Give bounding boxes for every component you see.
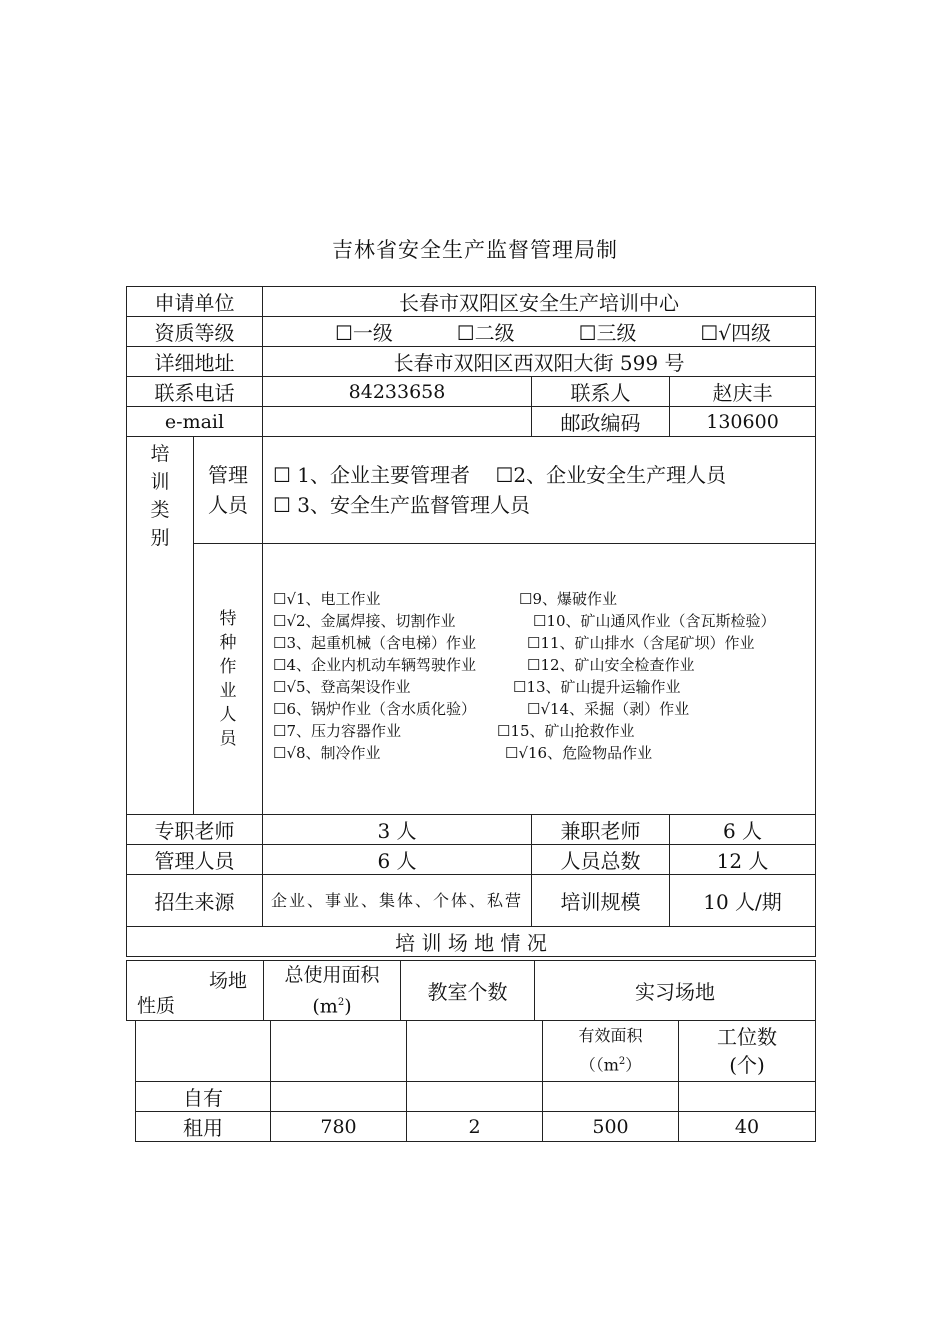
enrollment-source-label: 招生来源 (127, 875, 263, 927)
parttime-teachers-label: 兼职老师 (532, 815, 670, 845)
category-char: 培 (150, 442, 170, 465)
parttime-teachers-value[interactable]: 6 人 (670, 815, 816, 845)
venue-section-title: 培 训 场 地 情 况 (127, 927, 816, 957)
training-category-label (127, 437, 194, 815)
special-item[interactable]: ☐7、压力容器作业 (273, 722, 401, 740)
special-item[interactable]: ☐15、矿山抢救作业 (497, 722, 635, 740)
practice-site-header: 实习场地 (535, 961, 816, 1021)
special-item[interactable]: ☐12、矿山安全检查作业 (527, 656, 695, 674)
venue-type-cell: 租用 (136, 1112, 271, 1142)
email-label: e-mail (127, 407, 263, 437)
grade-option-3[interactable]: ☐三级 (578, 321, 637, 345)
table-row (136, 1112, 816, 1142)
special-item[interactable]: ☐6、锅炉作业（含水质化验） (273, 700, 476, 718)
total-area-cell[interactable]: 780 (271, 1112, 407, 1142)
special-item[interactable]: ☐3、起重机械（含电梯）作业 (273, 634, 476, 652)
special-char: 员 (219, 729, 237, 749)
enrollment-source-value[interactable]: 企业、事业、集体、个体、私营 (263, 875, 532, 927)
total-area-header (264, 961, 401, 1021)
managers-options (263, 437, 816, 544)
special-operations-list (263, 544, 816, 815)
effective-area-cell[interactable]: 500 (543, 1112, 679, 1142)
effective-area-cell[interactable] (543, 1082, 679, 1112)
special-item[interactable]: ☐√8、制冷作业 (273, 744, 381, 762)
phone-label: 联系电话 (127, 377, 263, 407)
effective-area-label: 有效面积 (578, 1026, 643, 1046)
corner-bottom-label: 性质 (137, 994, 176, 1017)
managers-option-line[interactable]: ☐ 1、企业主要管理者 ☐2、企业安全生产理人员 (273, 463, 727, 487)
empty-cell (271, 1021, 407, 1082)
managers-label-line: 管理 (208, 463, 248, 487)
table-row (136, 1082, 816, 1112)
contact-value[interactable]: 赵庆丰 (670, 377, 816, 407)
special-item[interactable]: ☐√2、金属焊接、切割作业 (273, 612, 456, 630)
classroom-count-cell[interactable]: 2 (407, 1112, 543, 1142)
postcode-value[interactable]: 130600 (670, 407, 816, 437)
effective-area-unit: （（m (579, 1055, 619, 1075)
venue-header-table (126, 960, 816, 1021)
grade-option-1[interactable]: ☐一级 (334, 321, 393, 345)
total-area-label: 总使用面积 (284, 964, 380, 986)
special-item[interactable]: ☐4、企业内机动车辆驾驶作业 (273, 656, 476, 674)
workstations-label: 工位数 (717, 1025, 777, 1049)
workstations-cell[interactable] (679, 1082, 816, 1112)
applicant-value[interactable]: 长春市双阳区安全生产培训中心 (263, 287, 816, 317)
category-char: 别 (150, 526, 170, 549)
special-item[interactable]: ☐√1、电工作业 (273, 590, 381, 608)
postcode-label: 邮政编码 (532, 407, 670, 437)
effective-area-unit-close: ） (625, 1055, 642, 1075)
grade-label: 资质等级 (127, 317, 263, 347)
special-category-label (194, 544, 263, 815)
total-staff-value[interactable]: 12 人 (670, 845, 816, 875)
contact-label: 联系人 (532, 377, 670, 407)
total-area-unit: (m (312, 995, 338, 1018)
management-staff-value[interactable]: 6 人 (263, 845, 532, 875)
workstations-cell[interactable]: 40 (679, 1112, 816, 1142)
special-char: 人 (219, 705, 237, 725)
special-char: 业 (219, 681, 237, 701)
total-area-cell[interactable] (271, 1082, 407, 1112)
grade-options (263, 317, 816, 347)
category-char: 训 (150, 470, 170, 493)
training-scale-label: 培训规模 (532, 875, 670, 927)
managers-label-line: 人员 (208, 493, 248, 517)
classroom-count-cell[interactable] (407, 1082, 543, 1112)
venue-type-corner (127, 961, 264, 1021)
total-area-unit-sup: 2 (337, 997, 345, 1008)
category-char: 类 (150, 498, 170, 521)
special-item[interactable]: ☐9、爆破作业 (519, 590, 617, 608)
special-item[interactable]: ☐10、矿山通风作业（含瓦斯检验） (533, 612, 776, 630)
document-title: 吉林省安全生产监督管理局制 (332, 238, 618, 262)
address-value[interactable]: 长春市双阳区西双阳大街 599 号 (263, 347, 816, 377)
phone-value[interactable]: 84233658 (263, 377, 532, 407)
total-area-unit-close: ) (344, 995, 352, 1018)
grade-option-2[interactable]: ☐二级 (456, 321, 515, 345)
total-staff-label: 人员总数 (532, 845, 670, 875)
managers-option-line[interactable]: ☐ 3、安全生产监督管理人员 (273, 493, 531, 517)
special-char: 作 (219, 657, 237, 677)
empty-cell (136, 1021, 271, 1082)
special-item[interactable]: ☐√16、危险物品作业 (505, 744, 653, 762)
effective-area-unit-sup: 2 (618, 1056, 626, 1068)
special-item[interactable]: ☐√5、登高架设作业 (273, 678, 411, 696)
special-item[interactable]: ☐11、矿山排水（含尾矿坝）作业 (527, 634, 755, 652)
application-form-table (126, 286, 816, 957)
email-value[interactable] (263, 407, 532, 437)
special-char: 种 (219, 633, 237, 653)
address-label: 详细地址 (127, 347, 263, 377)
management-staff-label: 管理人员 (127, 845, 263, 875)
workstations-unit: (个) (729, 1053, 765, 1077)
venue-type-cell: 自有 (136, 1082, 271, 1112)
grade-option-4[interactable]: ☐√四级 (700, 321, 772, 345)
classroom-count-header: 教室个数 (401, 961, 535, 1021)
fulltime-teachers-label: 专职老师 (127, 815, 263, 845)
corner-top-label: 场地 (208, 969, 247, 992)
special-item[interactable]: ☐√14、采掘（剥）作业 (527, 700, 690, 718)
effective-area-header (543, 1021, 679, 1082)
applicant-label: 申请单位 (127, 287, 263, 317)
training-scale-value[interactable]: 10 人/期 (670, 875, 816, 927)
managers-category-label (194, 437, 263, 544)
workstations-header (679, 1021, 816, 1082)
venue-detail-table (135, 1020, 816, 1142)
special-char: 特 (219, 609, 237, 629)
empty-cell (407, 1021, 543, 1082)
special-item[interactable]: ☐13、矿山提升运输作业 (513, 678, 681, 696)
fulltime-teachers-value[interactable]: 3 人 (263, 815, 532, 845)
